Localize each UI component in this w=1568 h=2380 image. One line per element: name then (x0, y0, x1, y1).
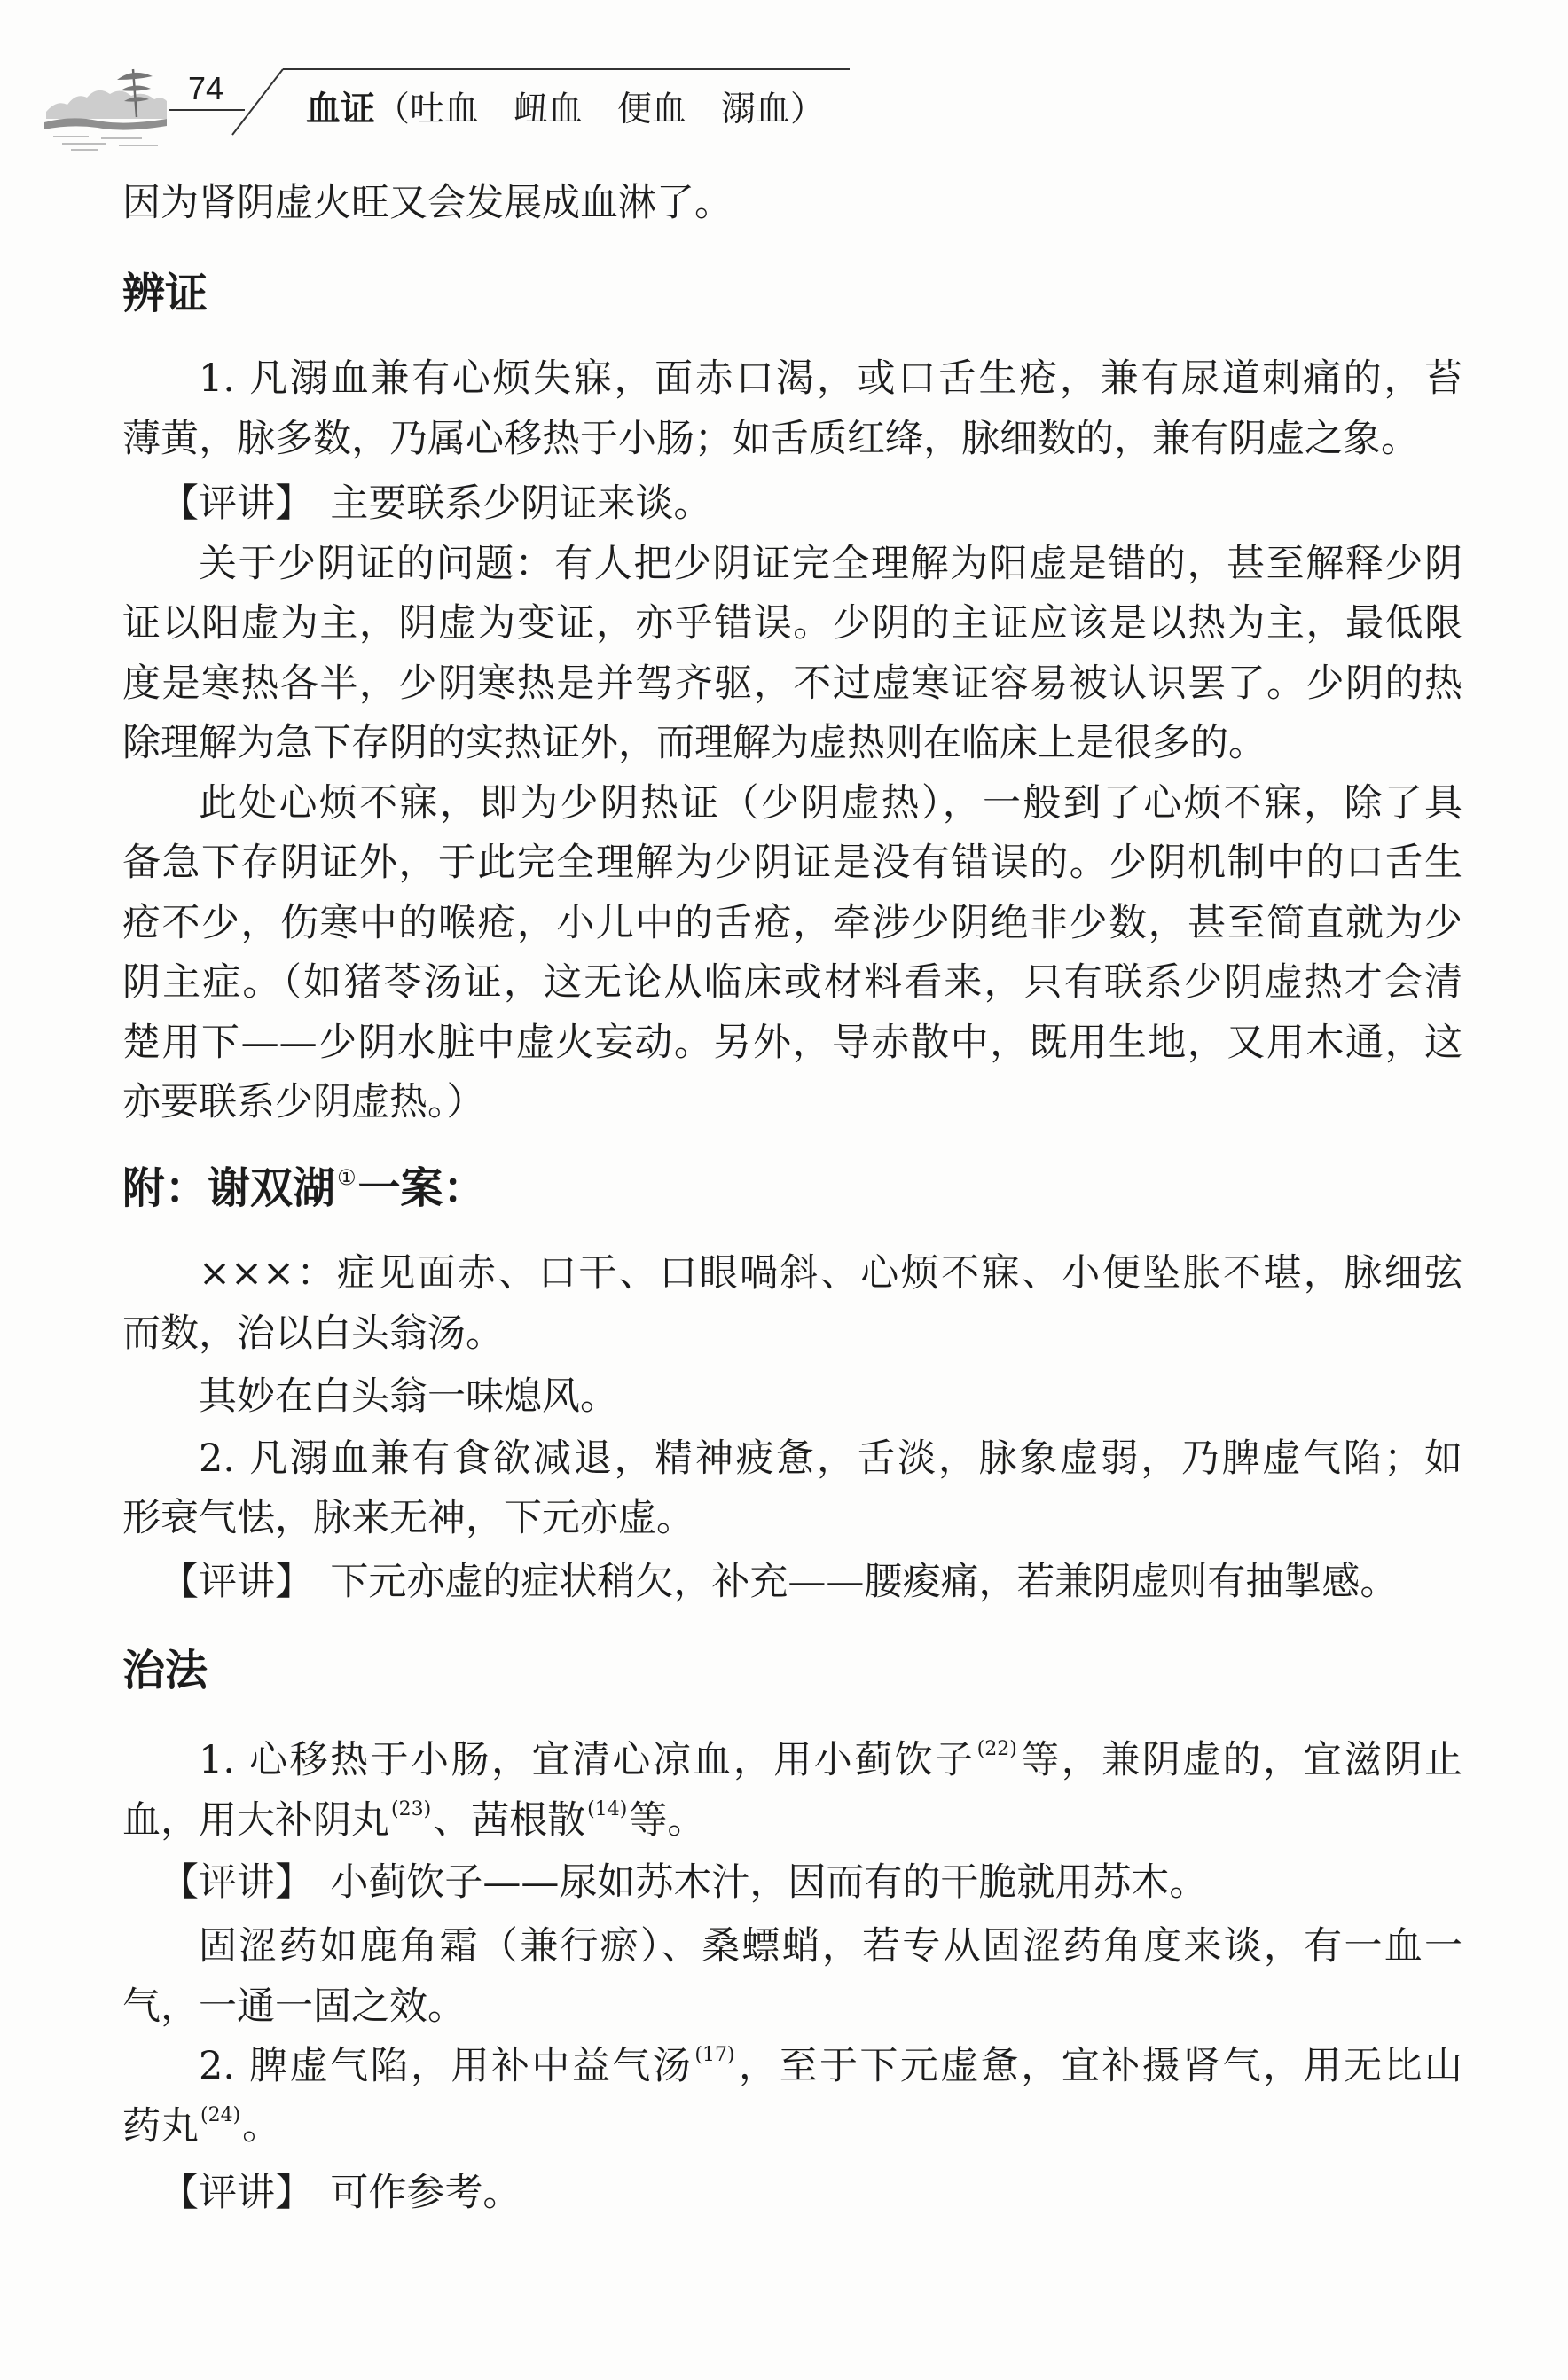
text-run: 等。 (629, 1797, 706, 1843)
text-line: 而数，治以白头翁汤。 (122, 1311, 504, 1356)
text-run: 2. 脾虚气陷，用补中益气汤 (199, 2044, 694, 2088)
reference-number: (17) (694, 2044, 735, 2066)
commentary-label: 【评讲】 (161, 2171, 313, 2215)
text-line: 度是寒热各半，少阴寒热是并驾齐驱，不过虚寒证容易被认识罢了。少阴的热 (122, 661, 1462, 706)
paragraph-remark (122, 1367, 1462, 1428)
commentary-text: 小蓟饮子——尿如苏木汁，因而有的干脆就用苏木。 (330, 1860, 1208, 1905)
text-line: 1. 凡溺血兼有心烦失寐，面赤口渴，或口舌生疮，兼有尿道刺痛的，苔 (199, 356, 1462, 401)
text-line: 因为肾阴虚火旺又会发展成血淋了。 (122, 181, 733, 225)
commentary (122, 1553, 1462, 1613)
paragraph-intro (122, 174, 1462, 234)
commentary (122, 1853, 1462, 1914)
text-line (122, 2037, 1462, 2097)
commentary-text: 下元亦虚的症状稍欠，补充——腰痠痛，若兼阴虚则有抽掣感。 (330, 1559, 1399, 1604)
paragraph-point-2 (122, 1429, 1462, 1549)
text-line: 薄黄，脉多数，乃属心移热于小肠；如舌质红绛，脉细数的，兼有阴虚之象。 (122, 416, 1419, 461)
paragraph-point-1 (122, 349, 1462, 469)
page-number: 74 (188, 70, 224, 106)
running-title-main: 血证 (306, 90, 376, 129)
commentary (122, 2164, 1462, 2224)
paragraph-point-1 (122, 1731, 1462, 1851)
commentary-label: 【评讲】 (161, 1559, 313, 1604)
commentary-text: 主要联系少阴证来谈。 (330, 481, 712, 526)
commentary-label: 【评讲】 (161, 481, 313, 526)
text-line (122, 2097, 1462, 2157)
section-heading-bianzheng: 辨证 (122, 268, 208, 318)
text-line (122, 1731, 1462, 1791)
text-line: ×××：症见面赤、口干、口眼喎斜、心烦不寐、小便坠胀不堪，脉细弦 (199, 1251, 1462, 1296)
text-run: ，至于下元虚惫，宜补摄肾气，用无比山 (736, 2044, 1463, 2088)
reference-number: (24) (200, 2103, 241, 2126)
text-line: 其妙在白头翁一味熄风。 (199, 1374, 618, 1419)
text-run: 1. 心移热于小肠，宜清心凉血，用小蓟饮子 (199, 1738, 976, 1782)
paragraph-discussion (122, 1917, 1462, 2037)
text-run: 等，兼阴虚的，宜滋阴止 (1018, 1738, 1462, 1782)
text-line: 证以阳虚为主，阴虚为变证，亦乎错误。少阴的主证应该是以热为主，最低限 (122, 601, 1462, 646)
paragraph-point-2 (122, 2037, 1462, 2157)
text-line: 气，一通一固之效。 (122, 1984, 466, 2029)
appendix-heading (122, 1159, 1462, 1219)
appendix-heading-text: 一案： (357, 1163, 486, 1213)
text-line: 固涩药如鹿角霜（兼行瘀）、桑螵蛸，若专从固涩药角度来谈，有一血一 (199, 1924, 1462, 1969)
header-rule-slash (232, 69, 283, 135)
page-body (122, 174, 1462, 2224)
reference-number: (23) (391, 1797, 432, 1820)
text-line: 亦要联系少阴虚热。） (122, 1080, 485, 1124)
text-line: 备急下存阴证外，于此完全理解为少阴证是没有错误的。少阴机制中的口舌生 (122, 841, 1462, 885)
text-line: 关于少阴证的问题：有人把少阴证完全理解为阳虚是错的，甚至解释少阴 (199, 541, 1462, 586)
text-line: 2. 凡溺血兼有食欲减退，精神疲惫，舌淡，脉象虚弱，乃脾虚气陷；如 (199, 1436, 1462, 1481)
text-run: 。 (242, 2103, 281, 2149)
appendix-heading-text: 附：谢双湖 (122, 1163, 336, 1213)
footnote-mark: ① (337, 1164, 357, 1190)
reference-number: (22) (976, 1738, 1017, 1760)
commentary-label: 【评讲】 (161, 1860, 313, 1905)
text-line: 楚用下——少阴水脏中虚火妄动。另外，导赤散中，既用生地，又用木通，这 (122, 1020, 1462, 1065)
paragraph-discussion (122, 774, 1462, 1133)
text-line: 此处心烦不寐，即为少阴热证（少阴虚热），一般到了心烦不寐，除了具 (199, 780, 1462, 826)
text-line (122, 1791, 1462, 1852)
paragraph-case (122, 1244, 1462, 1364)
section-heading-zhifa: 治法 (122, 1646, 208, 1695)
paragraph-discussion (122, 535, 1462, 774)
text-run: 血，用大补阴丸 (122, 1797, 389, 1843)
text-line: 阴主症。（如猪苓汤证，这无论从临床或材料看来，只有联系少阴虚热才会清 (122, 960, 1462, 1005)
text-line: 疮不少，伤寒中的喉疮，小儿中的舌疮，牵涉少阴绝非少数，甚至简直就为少 (122, 900, 1462, 945)
text-line: 除理解为急下存阴的实热证外，而理解为虚热则在临床上是很多的。 (122, 721, 1266, 765)
reference-number: (14) (587, 1797, 628, 1820)
commentary-text: 可作参考。 (330, 2171, 521, 2215)
running-title (306, 89, 825, 131)
running-title-sub: （吐血 衄血 便血 溺血） (375, 90, 826, 129)
text-run: 、茜根散 (433, 1797, 586, 1843)
text-line: 形衰气怯，脉来无神，下元亦虚。 (122, 1496, 694, 1540)
commentary (122, 474, 1462, 535)
text-run: 药丸 (122, 2103, 199, 2149)
